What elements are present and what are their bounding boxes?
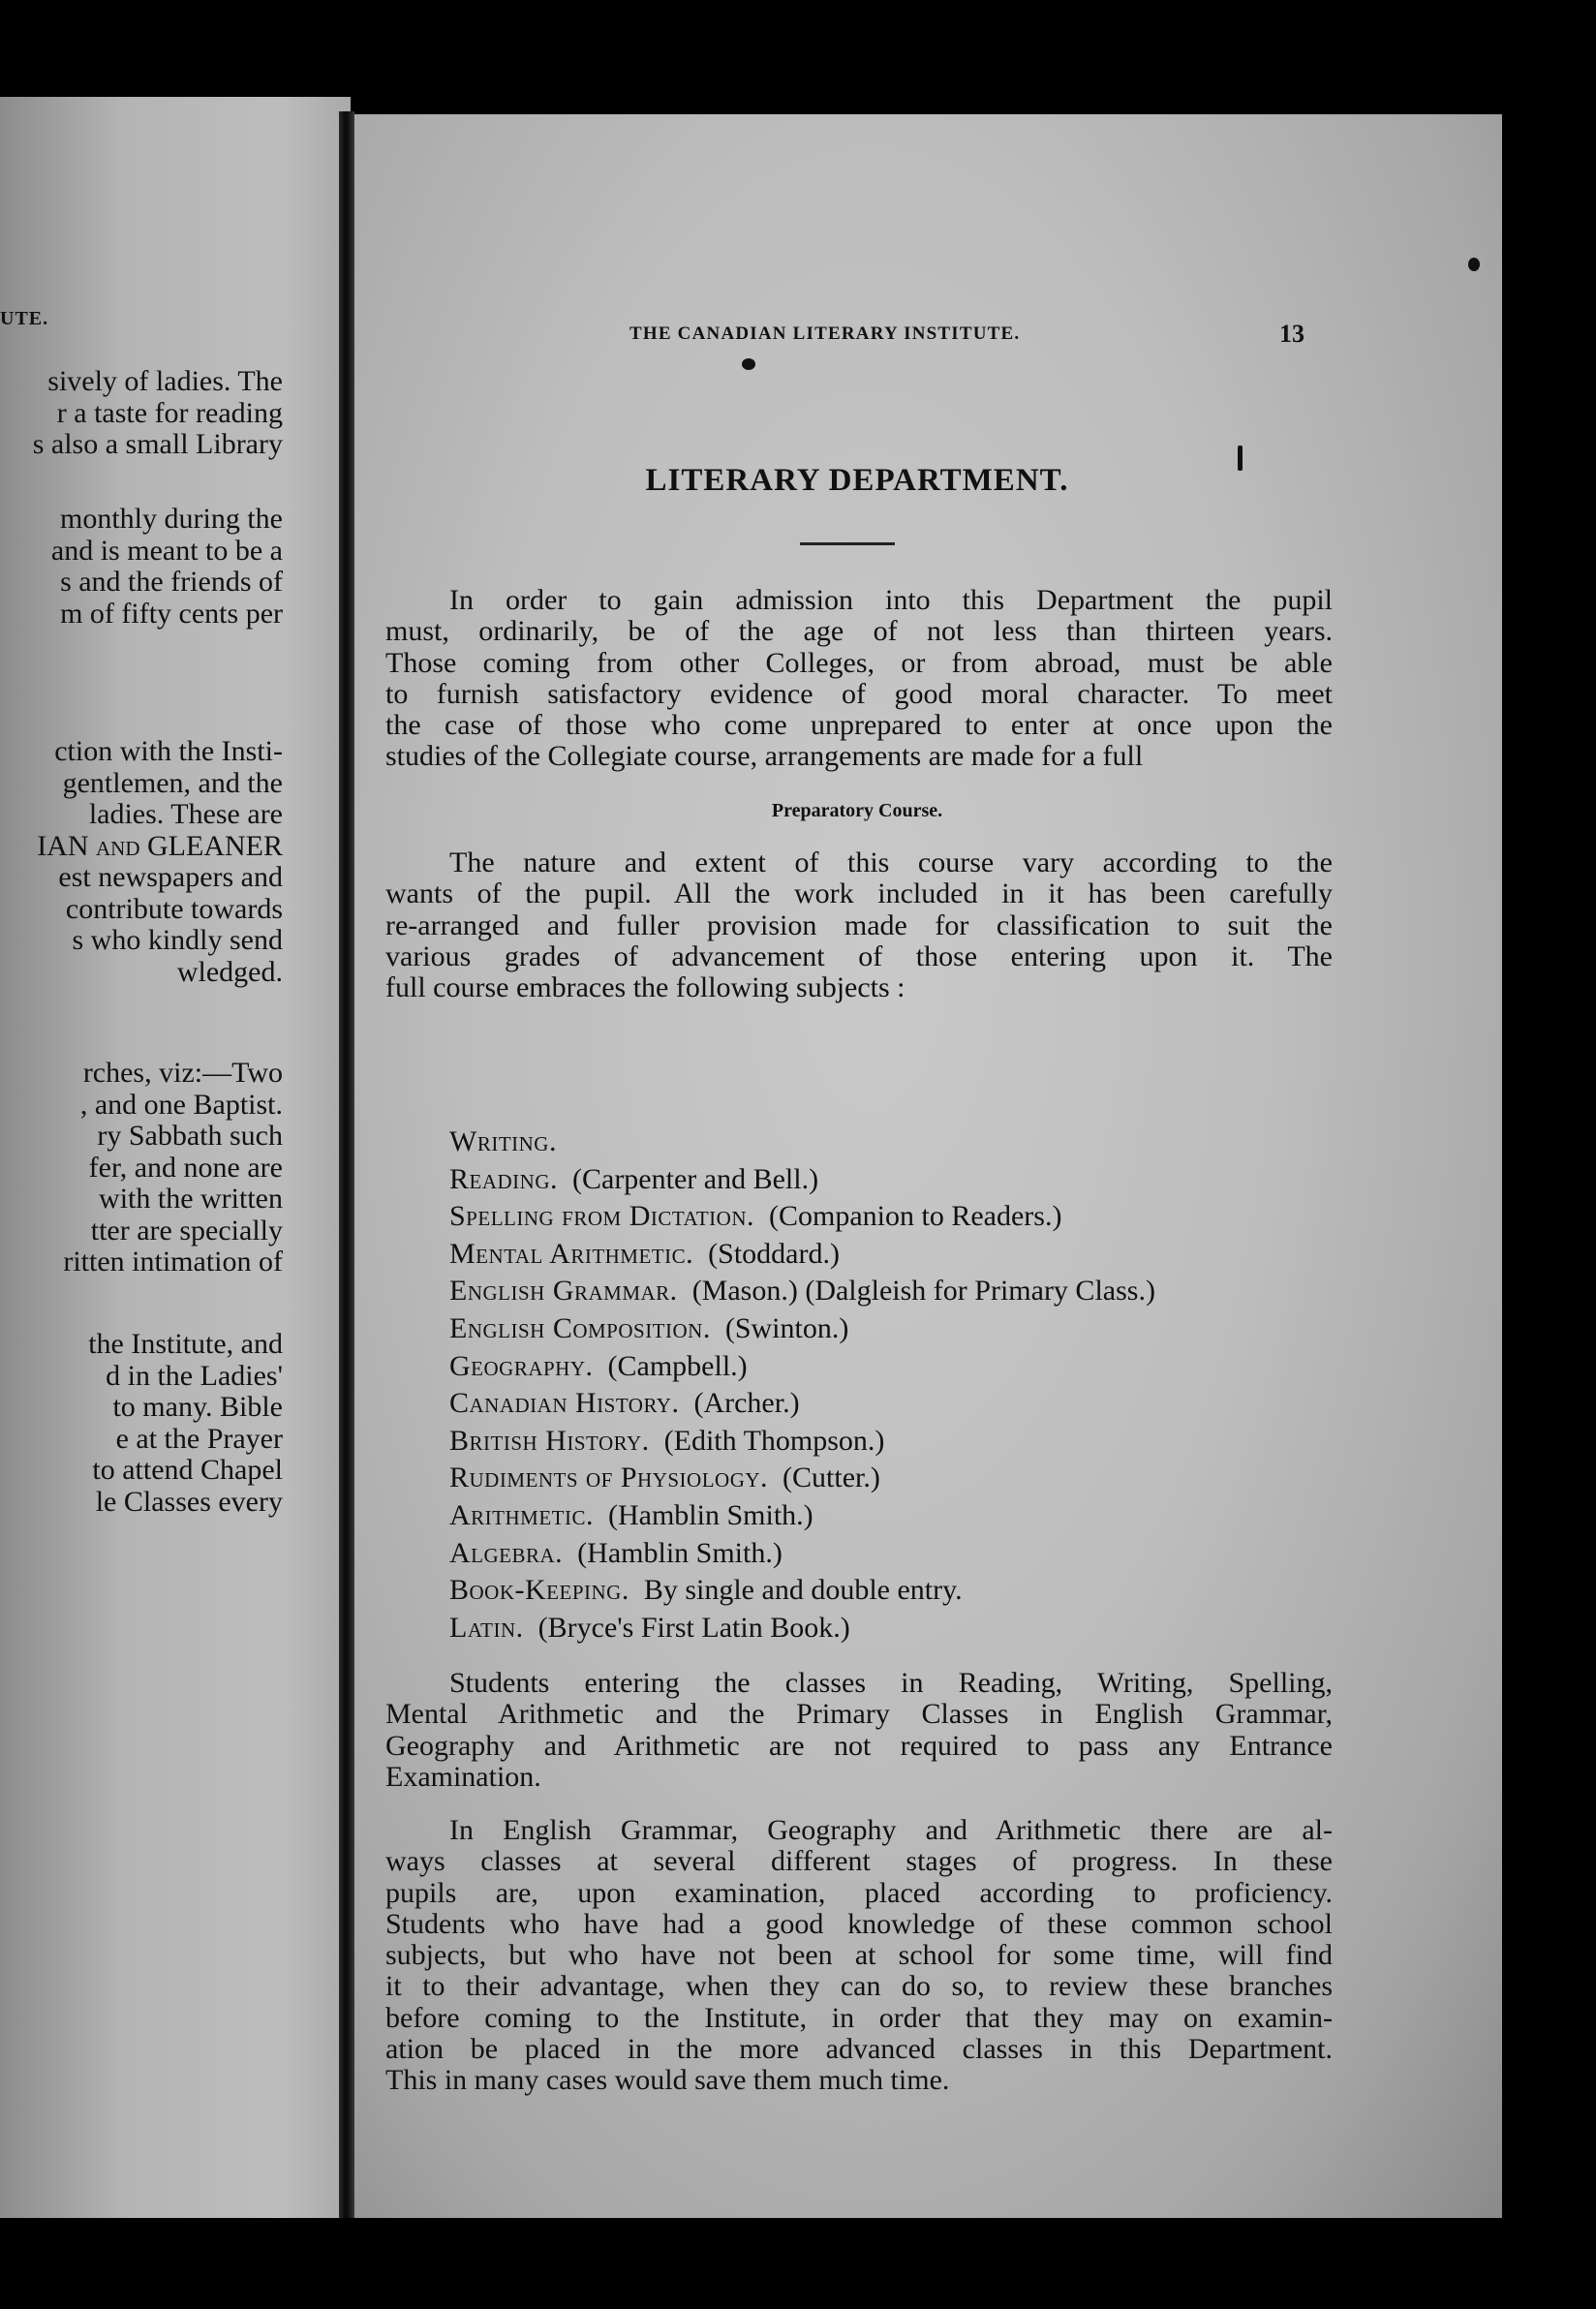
- text-line: subjects, but who have not been at school for some time, will find: [385, 1939, 1333, 1972]
- ink-speck: [1468, 258, 1480, 271]
- text-line: Students who have had a good knowledge of these common school: [385, 1907, 1333, 1940]
- ink-speck: [742, 358, 755, 370]
- subject-textbook: (Hamblin Smith.): [608, 1498, 813, 1531]
- left-line: , and one Baptist.: [79, 1088, 283, 1121]
- subject-name: Writing.: [449, 1125, 557, 1157]
- subject-textbook: (Swinton.): [724, 1311, 849, 1344]
- text-line: In order to gain admission into this Department the pupil: [449, 584, 1333, 616]
- left-line: s also a small Library: [32, 428, 283, 460]
- left-text-block: [51, 504, 283, 630]
- subject-name: Spelling from Dictation.: [449, 1200, 754, 1233]
- subject-item: [449, 1497, 1155, 1535]
- left-line: the Institute, and: [88, 1328, 283, 1360]
- text-line: re-arranged and fuller provision made for classification to suit the: [385, 908, 1333, 941]
- subject-item: [449, 1572, 1155, 1610]
- subject-item: [449, 1610, 1155, 1647]
- subject-item: [449, 1124, 1155, 1161]
- subject-name: English Grammar.: [449, 1275, 678, 1308]
- left-line: wledged.: [176, 955, 283, 988]
- left-text-block: [88, 1329, 283, 1518]
- subject-textbook: (Mason.) (Dalgleish for Primary Class.): [691, 1275, 1155, 1308]
- left-text-block: [63, 1058, 283, 1278]
- text-line: must, ordinarily, be of the age of not less than thirteen years.: [385, 615, 1333, 648]
- text-line: In English Grammar, Geography and Arithmetic there are al-: [449, 1814, 1333, 1846]
- left-line: est newspapers and: [58, 861, 283, 893]
- subject-textbook: (Edith Thompson.): [663, 1424, 885, 1457]
- left-line: with the written: [99, 1183, 283, 1215]
- text-line: full course embraces the following subjects :: [385, 971, 905, 1004]
- left-line: e at the Prayer: [115, 1422, 283, 1455]
- intro-paragraph: [385, 585, 1333, 773]
- subject-textbook: (Cutter.): [783, 1462, 880, 1494]
- left-line: ction with the Insti-: [54, 735, 283, 767]
- right-page: [354, 114, 1502, 2218]
- subject-item: [449, 1385, 1155, 1423]
- text-line: Mental Arithmetic and the Primary Classes in English Grammar,: [385, 1698, 1333, 1731]
- left-line: le Classes every: [95, 1485, 283, 1518]
- left-line: and is meant to be a: [50, 534, 283, 567]
- subject-textbook: (Bryce's First Latin Book.): [537, 1611, 850, 1644]
- left-line: rches, viz:—Two: [82, 1057, 283, 1089]
- subject-textbook: By single and double entry.: [643, 1574, 963, 1607]
- left-line: s and the friends of: [60, 566, 283, 598]
- subject-textbook: (Hamblin Smith.): [577, 1536, 783, 1569]
- subject-name: Arithmetic.: [449, 1498, 594, 1531]
- text-line: Geography and Arithmetic are not required to pass any Entrance: [385, 1729, 1333, 1762]
- text-line: ways classes at several different stages of progress. In these: [385, 1845, 1333, 1878]
- page-number: 13: [1279, 320, 1304, 348]
- page-title: LITERARY DEPARTMENT.: [645, 463, 1069, 498]
- left-line: fer, and none are: [88, 1151, 283, 1184]
- left-line: to many. Bible: [112, 1391, 283, 1423]
- subject-name: English Composition.: [449, 1311, 711, 1344]
- left-text-block: [33, 366, 283, 461]
- subject-item: [449, 1161, 1155, 1199]
- title-rule: [800, 542, 895, 545]
- left-line: IAN and GLEANER: [37, 829, 283, 862]
- left-line: s who kindly send: [72, 924, 283, 956]
- left-line: gentlemen, and the: [62, 766, 283, 799]
- left-line: contribute towards: [65, 892, 283, 925]
- subject-name: Reading.: [449, 1162, 558, 1195]
- left-line: r a taste for reading: [56, 396, 283, 429]
- text-line: the case of those who come unprepared to enter at once upon the: [385, 709, 1333, 742]
- text-line: before coming to the Institute, in order that they may on examin-: [385, 2001, 1333, 2034]
- left-line: to attend Chapel: [92, 1454, 283, 1486]
- entrance-paragraph: [385, 1668, 1333, 1793]
- subject-name: Rudiments of Physiology.: [449, 1462, 769, 1494]
- subject-textbook: (Archer.): [693, 1387, 800, 1420]
- subject-item: [449, 1460, 1155, 1497]
- subject-item: [449, 1348, 1155, 1386]
- text-line: This in many cases would save them much time.: [385, 2064, 950, 2097]
- subject-item: [449, 1236, 1155, 1274]
- left-line: monthly during the: [60, 503, 283, 535]
- left-text-block: [37, 736, 283, 988]
- text-line: ation be placed in the more advanced classes in this Department.: [385, 2033, 1333, 2066]
- text-line: various grades of advancement of those entering upon it. The: [385, 939, 1333, 972]
- subject-name: Mental Arithmetic.: [449, 1237, 694, 1270]
- text-line: wants of the pupil. All the work included in it has been carefully: [385, 877, 1333, 910]
- ink-speck: [1238, 446, 1243, 471]
- text-line: Examination.: [385, 1760, 541, 1793]
- page-gutter: [339, 111, 354, 2218]
- subject-name: Geography.: [449, 1349, 594, 1382]
- subject-name: Algebra.: [449, 1536, 564, 1569]
- running-head: THE CANADIAN LITERARY INSTITUTE.: [629, 323, 1021, 344]
- left-page-fragment: [0, 97, 351, 2218]
- text-line: to furnish satisfactory evidence of good moral character. To meet: [385, 677, 1333, 710]
- subject-item: [449, 1273, 1155, 1310]
- text-line: studies of the Collegiate course, arrangements are made for a full: [385, 740, 1144, 773]
- subject-textbook: (Companion to Readers.): [769, 1200, 1062, 1233]
- subject-name: Book-Keeping.: [449, 1574, 629, 1607]
- left-line: m of fifty cents per: [60, 597, 283, 630]
- subject-item: [449, 1310, 1155, 1348]
- section-subheading: Preparatory Course.: [771, 800, 943, 821]
- text-line: pupils are, upon examination, placed according to proficiency.: [385, 1876, 1333, 1909]
- left-line: d in the Ladies': [106, 1359, 283, 1392]
- subject-item: [449, 1423, 1155, 1461]
- left-line: ry Sabbath such: [97, 1120, 283, 1152]
- subject-item: [449, 1535, 1155, 1573]
- subject-name: British History.: [449, 1424, 650, 1457]
- subject-textbook: (Stoddard.): [708, 1237, 840, 1270]
- grammar-paragraph: [385, 1815, 1333, 2097]
- left-line: ladies. These are: [88, 798, 283, 830]
- subject-name: Canadian History.: [449, 1387, 680, 1420]
- text-line: it to their advantage, when they can do so, to review these branches: [385, 1970, 1333, 2003]
- left-running-head: UTE.: [0, 308, 49, 329]
- left-line: ritten intimation of: [63, 1246, 283, 1278]
- text-line: Students entering the classes in Reading, Writing, Spelling,: [449, 1667, 1333, 1699]
- left-line: sively of ladies. The: [47, 365, 283, 397]
- subject-item: [449, 1198, 1155, 1236]
- subject-list: [449, 1124, 1155, 1647]
- subject-textbook: (Campbell.): [607, 1349, 748, 1382]
- text-line: The nature and extent of this course vary according to the: [449, 847, 1333, 878]
- left-line: tter are specially: [90, 1214, 283, 1247]
- course-paragraph: [385, 847, 1333, 1003]
- subject-name: Latin.: [449, 1611, 524, 1644]
- text-line: Those coming from other Colleges, or from abroad, must be able: [385, 646, 1333, 679]
- subject-textbook: (Carpenter and Bell.): [572, 1162, 819, 1195]
